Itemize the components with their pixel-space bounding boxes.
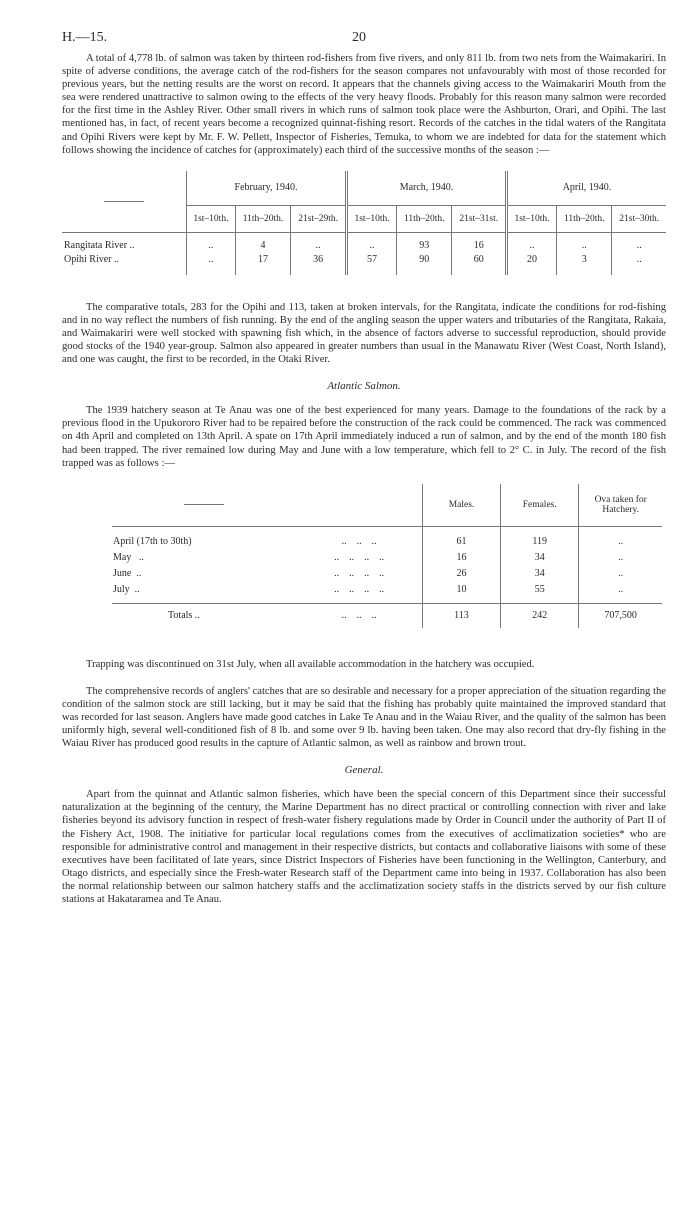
paragraph-salmon-catch: A total of 4,778 lb. of salmon was taken by thirteen rod-fishers from five rivers, and only 811 lb. from two nets from the Waimakariri. In spite of adverse conditions, the average catch of the rod-fishers for the season compares not unfavourably with most of those recorded for previous years, but the netting results are the worst on record. It appears that the channels giving access to the Waimakariri Mouth from the sea were rendered unattractive to salmon owing to the effects of the very heavy floods. Probably for this reason many salmon were recorded for the first time in the Ashley River. Other small rivers in which runs of salmon took place were the Ashburton, Orari, and Opihi. The last mentioned has, in fact, of recent years become a recognized quinnat-fishing resort. Records of the catches in the tidal waters of the Rangitata and Opihi Rivers were kept by Mr. F. W. Pellett, Inspector of Fisheries, Temuka, to whom we are indebted for data for the statement which follows showing the incidence of catches for (approximately) each third of the successive months of the season :—	[62, 53, 666, 156]
cell-ova: ..	[579, 550, 662, 566]
period-header: 21st–30th.	[612, 205, 666, 232]
header-females: Females.	[501, 484, 579, 527]
cell: 3	[557, 253, 612, 275]
cell: ..	[557, 232, 612, 253]
cell-ova: ..	[579, 582, 662, 604]
cell: 36	[291, 253, 347, 275]
dash-rule	[104, 201, 144, 202]
cell: 4	[235, 232, 290, 253]
header-ova: Ova taken for Hatchery.	[579, 484, 662, 527]
table-row	[112, 566, 662, 582]
section-title-atlantic-salmon: Atlantic Salmon.	[327, 380, 401, 393]
totals-row	[112, 603, 662, 628]
table-corner-spacer	[296, 484, 422, 527]
leader-dots: .. .. .. ..	[334, 584, 385, 596]
month-header-april: April, 1940.	[507, 171, 667, 206]
cell-males: 61	[422, 526, 500, 550]
leader-dots: .. .. .. ..	[334, 552, 385, 564]
period-header: 1st–10th.	[187, 205, 236, 232]
page-number: 20	[352, 30, 366, 45]
row-label: April (17th to 30th)	[113, 536, 192, 548]
table-row	[112, 526, 662, 550]
table-row	[112, 582, 662, 604]
table-row	[112, 550, 662, 566]
cell-females: 34	[501, 550, 579, 566]
cell: ..	[507, 232, 557, 253]
leader-dots: .. .. ..	[296, 603, 422, 628]
cell-males: 16	[422, 550, 500, 566]
table-corner	[112, 484, 296, 527]
period-header: 1st–10th.	[347, 205, 397, 232]
cell-females: 34	[501, 566, 579, 582]
section-title-general: General.	[344, 764, 384, 777]
paragraph-trapping-discontinued: Trapping was discontinued on 31st July, when all available accommodation in the hatchery was occupied.	[86, 658, 535, 670]
period-header: 21st–29th.	[291, 205, 347, 232]
totals-label: Totals ..	[112, 603, 296, 628]
period-header: 11th–20th.	[557, 205, 612, 232]
cell: 93	[397, 232, 452, 253]
total-males: 113	[422, 603, 500, 628]
row-label: Rangitata River ..	[64, 240, 135, 252]
cell-females: 55	[501, 582, 579, 604]
period-header: 21st–31st.	[452, 205, 507, 232]
cell: ..	[612, 253, 666, 275]
cell: ..	[347, 232, 397, 253]
period-header: 1st–10th.	[507, 205, 557, 232]
period-header: 11th–20th.	[397, 205, 452, 232]
table-row-rangitata	[62, 232, 666, 253]
paragraph-anglers-records: The comprehensive records of anglers' catches that are so desirable and necessary for a proper appreciation of the situation regarding the condition of the salmon stock are still lacking, but it may be said that the fishing has probably quite maintained the improved standard that was recorded for last season. Anglers have made good catches in Lake Te Anau and in the Waiau River, and the quality of the salmon has been uniformly high, several well-conditioned fish of 8 lb. and some over 9 lb. having been taken. One may also record that dry-fly fishing in the Waiau River has produced good results in the capture of Atlantic salmon, as well as rainbow and brown trout.	[62, 685, 666, 750]
leader-dots: .. .. .. ..	[334, 568, 385, 580]
report-reference: H.—15.	[62, 30, 108, 45]
fish-trapped-table	[112, 484, 662, 628]
cell: 20	[507, 253, 557, 275]
leader-dots: .. .. ..	[341, 536, 377, 548]
header-males: Males.	[422, 484, 500, 527]
cell: ..	[187, 253, 236, 275]
paragraph-hatchery-season: The 1939 hatchery season at Te Anau was one of the best experienced for many years. Damage to the foundations of the rack by a previous flood in the Upukororo River had to be repaired before the construction of the rack could be commenced. The rack was commenced on 4th April and completed on 13th April. A spate on 17th April immediately induced a run of salmon, and by the end of the month 180 fish had been trapped. The river remained low during May and June with a low temperature, which fell to 2° C. in July. The record of the fish trapped was as follows :—	[62, 405, 666, 469]
month-header-march: March, 1940.	[347, 171, 507, 206]
catch-incidence-table	[62, 171, 666, 275]
row-label: Opihi River ..	[64, 254, 119, 266]
table-corner	[62, 171, 187, 233]
row-label: May ..	[113, 552, 144, 564]
cell: ..	[291, 232, 347, 253]
total-ova: 707,500	[579, 603, 662, 628]
cell: 60	[452, 253, 507, 275]
cell: ..	[612, 232, 666, 253]
dash-rule	[184, 504, 224, 505]
paragraph-comparative-totals: The comparative totals, 283 for the Opihi and 113, taken at broken intervals, for the Rangitata, indicate the conditions for rod-fishing and in no way reflect the numbers of fish running. By the end of the angling season the upper waters and tributaries of the Rangitata, Rakaia, and Waimakariri were well stocked with spawning fish which, in the absence of factors adverse to successful reproduction, should provide good stocks of the 1940 year-group. Salmon also appeared in greater numbers than usual in the Manawatu River (West Coast, North Island), and one was caught, the first to be recorded, in the Otaki River.	[62, 301, 666, 366]
month-header-february: February, 1940.	[187, 171, 347, 206]
table-row-opihi	[62, 253, 666, 275]
cell-females: 119	[501, 526, 579, 550]
cell-ova: ..	[579, 566, 662, 582]
page-header	[62, 30, 666, 52]
cell: 17	[235, 253, 290, 275]
row-label: July ..	[113, 584, 140, 596]
total-females: 242	[501, 603, 579, 628]
paragraph-general: Apart from the quinnat and Atlantic salmon fisheries, which have been the special concern of this Department since their successful naturalization at the beginning of the century, the Marine Department has no direct practical or controlling connection with river and lake fisheries beyond its advisory function in respect of fresh-water fishery regulations made by Order in Council under the authority of Part II of the Fishery Act, 1908. The initiative for particular local regulations comes from the executives of acclimatization societies* who are responsible for administrative control and management in their respective districts, but contacts and collaborative liaisons with some of these executives have been facilitated of late years, since District Inspectors of Fisheries have been functioning in the Wellington, Canterbury, and Otago districts, and especially since the Fresh-water Research staff of the Department came into being in 1937. Collaboration has also been the normal relationship between our salmon hatchery staffs and the acclimatization society staffs in the districts served by our fish culture stations at Hakataramea and Te Anau.	[62, 789, 666, 905]
page	[62, 30, 666, 920]
cell: 90	[397, 253, 452, 275]
cell: ..	[187, 232, 236, 253]
cell-ova: ..	[579, 526, 662, 550]
row-label: June ..	[113, 568, 142, 580]
cell: 57	[347, 253, 397, 275]
cell-males: 26	[422, 566, 500, 582]
period-header: 11th–20th.	[235, 205, 290, 232]
cell: 16	[452, 232, 507, 253]
cell-males: 10	[422, 582, 500, 604]
